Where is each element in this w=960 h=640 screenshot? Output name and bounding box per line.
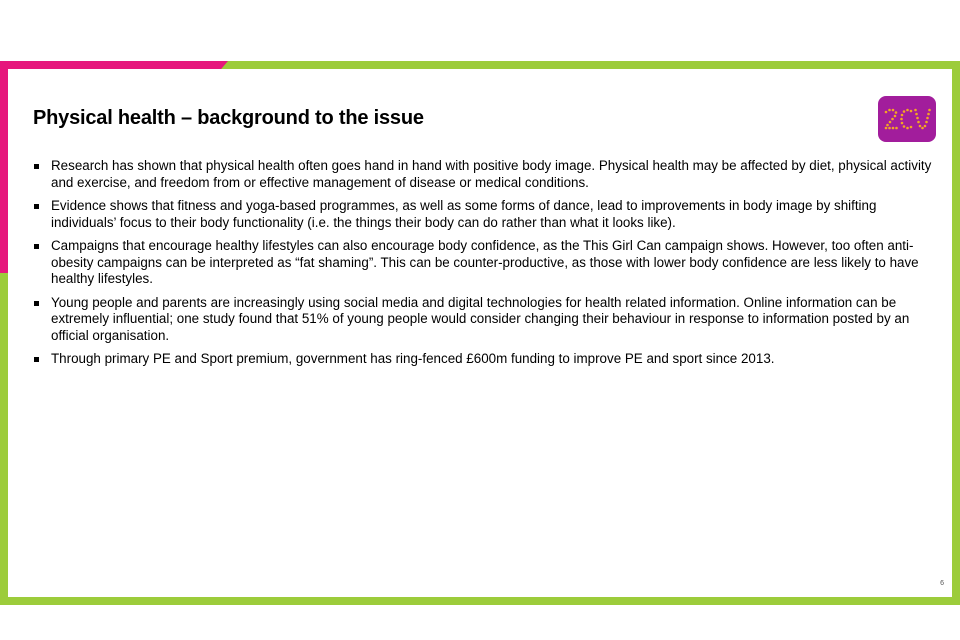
2cv-logo [878,96,936,142]
bullet-square-icon [34,357,39,362]
bullet-item [34,158,934,191]
bullet-text: Evidence shows that fitness and yoga-based programmes, as well as some forms of dance, lead to improvements in body image by shifting individuals’ focus to their body functionality (i.e. the things their body can do rather than what it looks like). [51,198,877,230]
slide-frame [0,61,960,605]
bullet-item [34,351,934,368]
page-number: 6 [940,580,944,587]
pink-accent-left [0,61,8,273]
bullet-list [34,158,934,375]
slide-title: Physical health – background to the issue [33,107,424,129]
slide-content [8,69,952,597]
bullet-text: Young people and parents are increasingly using social media and digital technologies for health related information. Online information can be extremely influential; one study found that 51% of young people would consider changing their behaviour in response to information posted by an official organisation. [51,294,910,343]
bullet-item [34,295,934,345]
bullet-square-icon [34,164,39,169]
bullet-text: Through primary PE and Sport premium, government has ring-fenced £600m funding to improve PE and sport since 2013. [51,351,775,366]
bullet-square-icon [34,301,39,306]
bullet-item [34,238,934,288]
bullet-square-icon [34,244,39,249]
bullet-item [34,198,934,231]
bullet-text: Research has shown that physical health often goes hand in hand with positive body image. Physical health may be affected by diet, physical activity and exercise, and freedom from or effective management of disease or medical conditions. [51,158,932,190]
bullet-text: Campaigns that encourage healthy lifestyles can also encourage body confidence, as the This Girl Can campaign shows. However, too often anti-obesity campaigns can be interpreted as “fat shaming”. This can be counter-productive, as those with lower body confidence are less likely to have healthy lifestyles. [51,238,919,286]
pink-accent-top [0,61,228,69]
bullet-square-icon [34,204,39,209]
